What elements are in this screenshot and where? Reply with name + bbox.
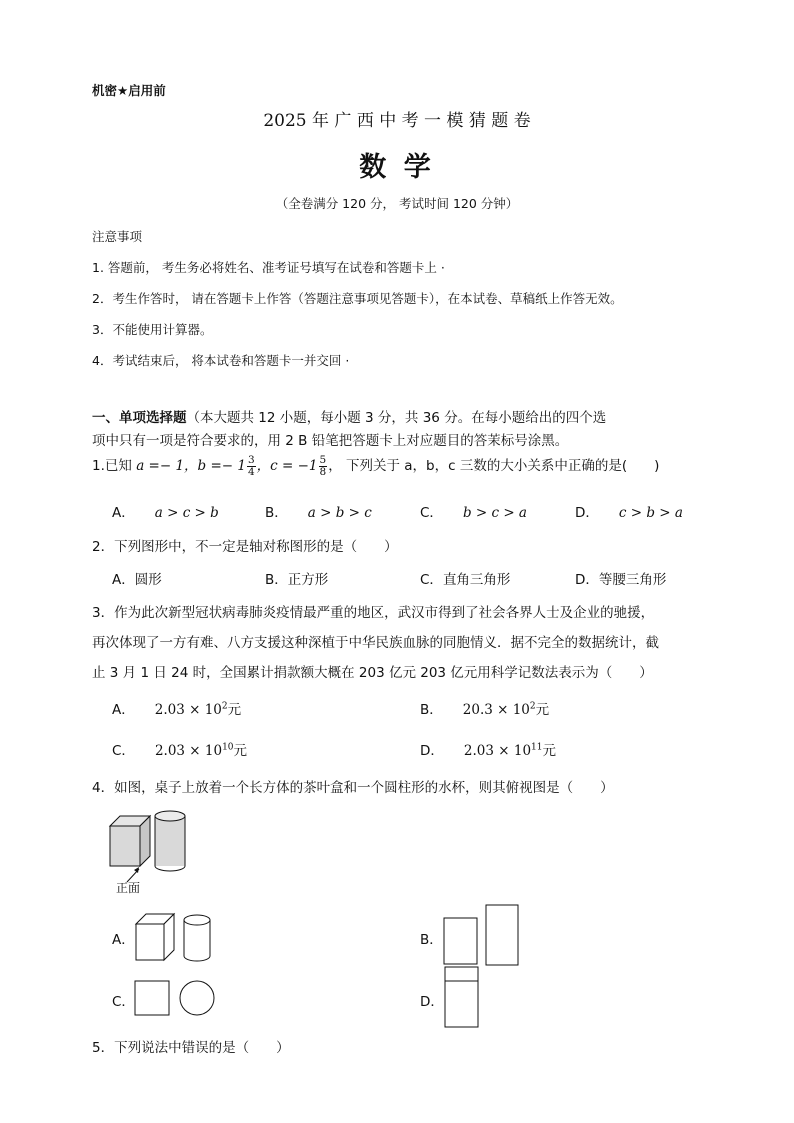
question-3-line2: 再次体现了一方有难、八方支援这种深植于中华民族血脉的同胞情义．据不完全的数据统计，截 [92,635,659,651]
option-label: A． [112,505,135,521]
q4-option-c-figure [134,980,218,1018]
option-text: 直角三角形 [442,572,511,588]
section-heading-bold: 一、单项选择题 [92,410,187,426]
note-item: 4．考试结束后， 将本试卷和答题卡一并交回 · [92,353,350,368]
section-heading [92,406,606,426]
option-label: D． [575,572,599,588]
option-exponent: 11 [531,742,543,753]
option-text: b > c > a [462,505,527,521]
q3-option-a [112,698,241,718]
option-text: 圆形 [134,572,162,588]
option-label: B． [265,572,288,588]
option-label: D． [575,505,599,521]
cup-bottom [184,956,210,961]
q4-option-d-figure [444,966,484,1030]
option-base: 20.3 × 10 [462,702,530,718]
q1-a-expr: a =− 1 [136,458,185,474]
q2-option-d [575,568,666,588]
q3-option-b [420,698,549,718]
circle [180,981,214,1015]
option-text: a > c > b [154,505,219,521]
q1-suffix: ， 下列关于 a，b，c 三数的大小关系中正确的是( ) [328,458,660,474]
cup-bottom [155,866,185,871]
q1-option-d [575,501,683,521]
option-text: a > b > c [307,505,372,521]
subject-title: 数 学 [359,152,435,183]
q1-option-b [265,501,372,521]
option-base: 2.03 × 10 [154,702,222,718]
q4-option-b-label: B． [420,932,443,948]
question-5-stem: 5．下列说法中错误的是（ ） [92,1040,290,1056]
option-text: 正方形 [287,572,329,588]
option-label: B． [420,702,443,718]
option-base: 2.03 × 10 [154,743,223,759]
q3-option-c [112,739,247,759]
q4-option-a-label: A． [112,932,135,948]
option-exponent: 2 [529,701,536,712]
q4-option-c-label: C． [112,994,135,1010]
option-label: D． [420,743,444,759]
question-number: 1. [92,458,105,474]
q4-option-b-figure [443,904,523,968]
q2-option-c [420,568,510,588]
notes-title: 注意事项 [92,229,143,244]
box-front-face [110,826,140,866]
note-item: 1. 答题前， 考生务必将姓名、准考证号填写在试卷和答题卡上 · [92,260,445,275]
q4-option-d-label: D． [420,994,444,1010]
rect-tall [486,905,518,965]
option-label: C． [420,572,443,588]
q1-option-a [112,501,219,521]
section-heading-text: （本大题共 12 小题，每小题 3 分，共 36 分。在每小题给出的四个选 [186,410,607,426]
option-label: A． [112,572,135,588]
note-item: 2．考生作答时， 请在答题卡上作答（答题注意事项见答题卡），在本试卷、草稿纸上作答无效。 [92,291,623,306]
rect-small [444,918,477,964]
option-unit: 元 [227,702,242,718]
q1-b-expr: ，b =− 1 [184,458,246,474]
q2-option-a [112,568,162,588]
option-label: C． [420,505,443,521]
cup-top [184,915,210,925]
q2-option-b [265,568,328,588]
option-exponent: 10 [222,742,234,753]
q1-c-fraction [319,455,328,478]
option-unit: 元 [542,743,556,759]
question-4-stem: 4．如图，桌子上放着一个长方体的茶叶盒和一个圆柱形的水杯，则其俯视图是（ ） [92,780,614,796]
question-3-line1: 3．作为此次新型冠状病毒肺炎疫情最严重的地区，武汉市得到了社会各界人士及企业的驰援， [92,605,655,621]
q4-option-a-figure [134,912,214,962]
question-3-line3: 止 3 月 1 日 24 时，全国累计捐款额大概在 203 亿元 203 亿元用科学记数法表示为（ ） [92,665,653,681]
option-unit: 元 [535,702,550,718]
q1-b-fraction [247,455,256,478]
q1-c-expr: ，c = −1 [256,458,318,474]
option-unit: 元 [233,743,248,759]
exam-title: 2025 年 广 西 中 考 一 模 猜 题 卷 [263,111,531,131]
fraction-denominator: 4 [247,466,255,478]
question-1-stem [92,454,659,478]
q3-option-d [420,739,556,759]
option-base: 2.03 × 10 [463,743,532,759]
fraction-denominator: 8 [319,466,327,478]
question-2-stem: 2．下列图形中，不一定是轴对称图形的是（ ） [92,539,398,555]
option-label: C． [112,743,135,759]
cup-top [155,811,185,821]
q1-option-c [420,501,527,521]
note-item: 3．不能使用计算器。 [92,322,213,337]
exam-info: （全卷满分 120 分， 考试时间 120 分钟） [275,196,519,211]
fraction-numerator: 3 [247,454,255,466]
cup-body [155,816,185,866]
option-text: 等腰三角形 [598,572,667,588]
option-label: A． [112,702,135,718]
box-front-face [136,924,164,960]
option-exponent: 2 [221,701,228,712]
front-label: 正面 [116,881,141,895]
option-label: B． [265,505,288,521]
confidential-label: 机密★启用前 [92,83,166,98]
option-text: c > b > a [618,505,683,521]
section-heading-line2: 项中只有一项是符合要求的，用 2 B 铅笔把答题卡上对应题目的答茉标号涂黑。 [92,433,569,449]
fraction-numerator: 5 [319,454,327,466]
square [135,981,169,1015]
rect-outer [445,967,478,1027]
q1-prefix: 已知 [104,458,132,474]
